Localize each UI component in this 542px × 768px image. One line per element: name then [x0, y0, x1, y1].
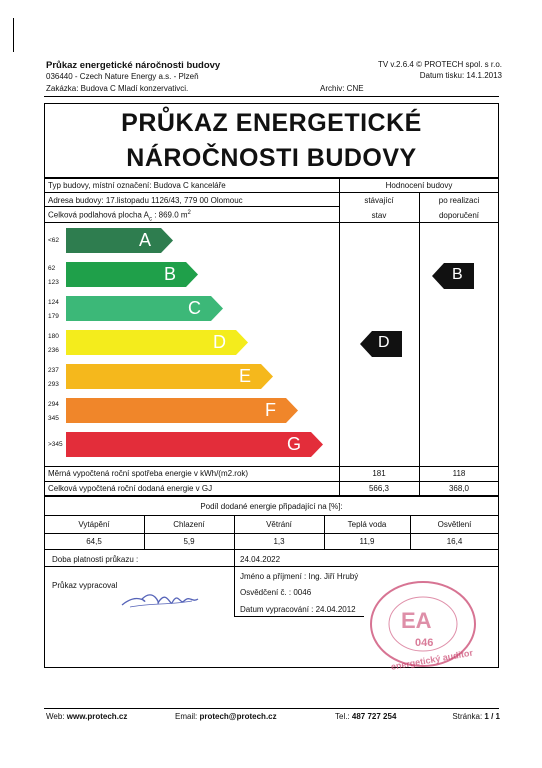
share-value: 1,3 [273, 537, 285, 546]
share-value: 11,9 [359, 537, 375, 546]
class-arrow-shape [66, 228, 173, 253]
info-row-line-2 [44, 206, 339, 207]
class-range-high: 179 [48, 313, 59, 320]
header-divider [44, 96, 499, 97]
energy-row-bottom [44, 495, 499, 497]
class-letter: C [188, 298, 201, 318]
class-range-low: 124 [48, 299, 59, 306]
class-arrow-shape [66, 262, 198, 287]
energy-row-top [44, 466, 499, 467]
class-bar-f [66, 398, 298, 423]
footer-phone-label: Tel.: [335, 712, 350, 721]
main-title-line2: NÁROČNOSTI BUDOVY [126, 144, 417, 172]
class-bar-g [66, 432, 323, 457]
share-value: 64,5 [86, 537, 102, 546]
footer-phone-number: 487 727 254 [351, 712, 397, 721]
class-letter: E [238, 366, 251, 386]
footer-page-label: Stránka: [452, 712, 483, 721]
class-letter: B [163, 264, 176, 284]
share-value: 16,4 [446, 537, 463, 546]
col-line-2 [419, 192, 420, 495]
footer-email-link[interactable]: protech@protech.cz [199, 712, 277, 721]
proposed-class-marker [432, 263, 474, 294]
share-header: Osvětlení [437, 520, 472, 529]
proposed-class-letter: B [452, 266, 463, 283]
class-range-high: 345 [48, 415, 59, 422]
footer-web-label: Web: [46, 712, 65, 721]
class-letter: F [265, 400, 276, 420]
share-header: Teplá voda [347, 520, 387, 529]
class-bar-e [66, 364, 273, 389]
share-header: Vytápění [78, 520, 110, 529]
share-header: Větrání [266, 520, 292, 529]
specific-energy-label: Měrná vypočtená roční spotřeba energie v kWh/(m2.rok) [48, 469, 249, 478]
validity-date: 24.04.2022 [240, 555, 281, 564]
footer-page [452, 712, 500, 721]
validity-divider [234, 549, 235, 566]
class-bar-b [66, 262, 198, 287]
main-title-line1: PRŮKAZ ENERGETICKÉ [121, 109, 422, 137]
total-energy-proposed: 368,0 [448, 484, 470, 493]
class-range-low: <62 [48, 237, 60, 244]
validity-line [44, 566, 499, 567]
info-row-line-1 [44, 192, 339, 193]
col-line-1 [339, 178, 340, 495]
company-line: 036440 - Czech Nature Energy a.s. - Plzeň [46, 72, 199, 81]
print-date: Datum tisku: 14.1.2013 [419, 71, 502, 80]
scan-mark [13, 18, 14, 52]
rating-proposed-2: doporučení [438, 211, 480, 220]
class-range-high: 293 [48, 381, 59, 388]
class-arrow-shape [66, 432, 323, 457]
validity-label: Doba platnosti průkazu : [52, 555, 139, 564]
class-range-high: 123 [48, 279, 59, 286]
class-bar-d [66, 330, 248, 355]
shares-line-2 [44, 533, 499, 534]
stamp-number: 046 [415, 637, 434, 649]
class-letter: D [213, 332, 226, 352]
prepared-by-label: Průkaz vypracoval [52, 581, 118, 590]
author-certificate: Osvědčení č. : 0046 [240, 588, 312, 597]
class-range-low: 180 [48, 333, 59, 340]
building-address: Adresa budovy: 17.listopadu 1126/43, 779 00 Olomouc [48, 196, 243, 205]
class-range-low: >345 [48, 441, 63, 448]
specific-energy-current: 181 [372, 469, 386, 478]
class-letter: A [138, 230, 151, 250]
current-class-marker [360, 331, 402, 362]
floor-area-value: : 869.0 m [151, 210, 188, 220]
footer-email-label: Email: [175, 712, 198, 721]
total-energy-current: 566,3 [368, 484, 390, 493]
footer-page-number: 1 / 1 [484, 712, 500, 721]
author-date: Datum vypracování : 24.04.2012 [240, 605, 356, 614]
share-header: Chlazení [173, 520, 205, 529]
class-letter: G [286, 434, 301, 454]
author-bottom-line [234, 616, 364, 617]
rating-proposed-1: po realizaci [438, 196, 480, 205]
energy-row-mid [44, 481, 499, 482]
author-name: Jméno a příjmení : Ing. Jiří Hrubý [240, 572, 359, 581]
footer-phone [335, 712, 396, 721]
rating-current-1: stávající [364, 196, 394, 205]
floor-area [48, 210, 191, 222]
order-line: Zakázka: Budova C Mladí konzervativci. [46, 84, 189, 93]
footer-web [46, 712, 127, 721]
auditor-stamp [365, 578, 485, 673]
info-row-line-3 [44, 222, 499, 223]
total-energy-label: Celková vypočtená roční dodaná energie v GJ [48, 484, 213, 493]
class-arrow-shape [66, 398, 298, 423]
class-bar-a [66, 228, 173, 253]
rating-current-2: stav [371, 211, 387, 220]
class-bar-c [66, 296, 223, 321]
signature [120, 585, 200, 610]
shares-line-3 [44, 549, 499, 550]
footer-divider [44, 708, 499, 709]
version-line: TV v.2.6.4 © PROTECH spol. s r.o. [377, 60, 502, 69]
author-divider [234, 566, 235, 616]
floor-area-label: Celková podlahová plocha A [48, 210, 149, 220]
specific-energy-proposed: 118 [452, 469, 466, 478]
shares-line-1 [44, 515, 499, 516]
title-divider [44, 177, 499, 179]
archive-line: Archiv: CNE [320, 84, 364, 93]
share-value: 5,9 [183, 537, 195, 546]
svg-text:EA: EA [401, 608, 432, 633]
doc-header-title: Průkaz energetické náročnosti budovy [46, 60, 221, 71]
footer-web-link[interactable]: www.protech.cz [66, 712, 128, 721]
building-type: Typ budovy, místní označení: Budova C kanceláře [48, 181, 226, 190]
rating-title: Hodnocení budovy [385, 181, 453, 190]
current-class-letter: D [378, 334, 390, 351]
class-range-low: 62 [48, 265, 56, 272]
class-range-low: 237 [48, 367, 59, 374]
class-range-low: 294 [48, 401, 59, 408]
stamp-text: energetický auditor [390, 647, 474, 672]
floor-area-superscript: 2 [187, 210, 191, 216]
floor-area-subscript: c [148, 216, 152, 223]
shares-title: Podíl dodané energie připadající na [%]: [200, 502, 343, 511]
class-range-high: 236 [48, 347, 59, 354]
footer-email [175, 712, 277, 721]
